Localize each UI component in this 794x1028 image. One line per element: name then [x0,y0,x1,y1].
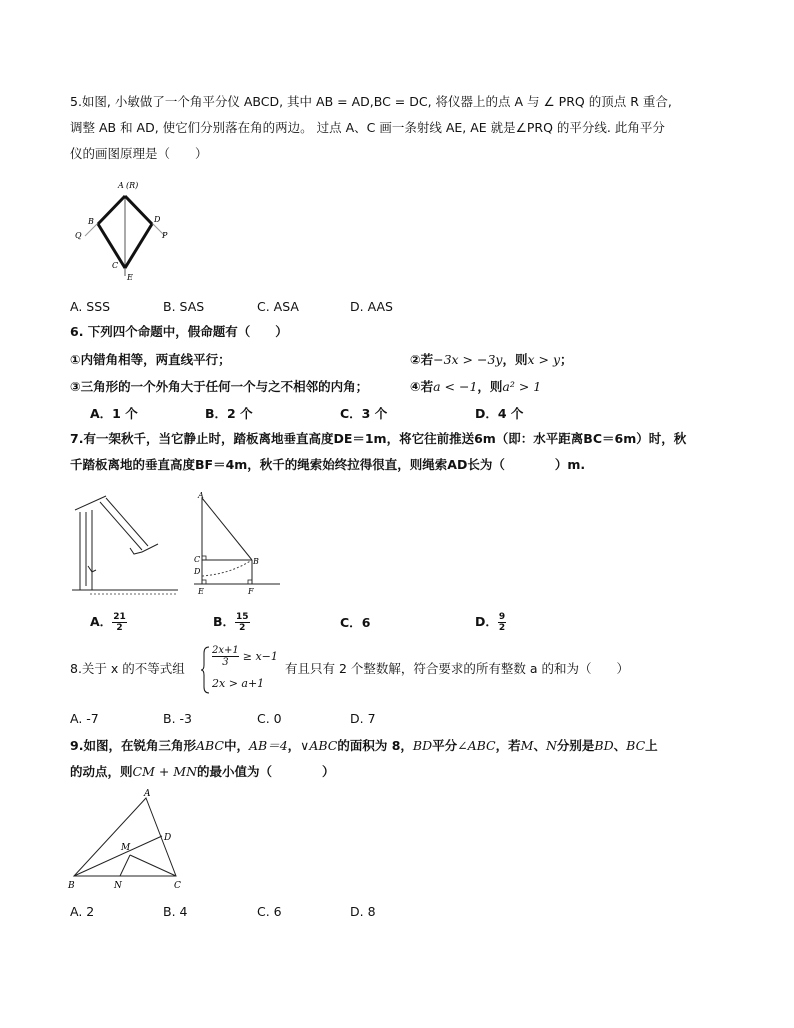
q9-label-a: A [144,789,151,799]
q8-ineq-1-rest: ≥ x−1 [242,650,278,663]
q5-label-b: B [88,217,94,226]
q5-figure-angle-bisector-instrument [70,176,190,288]
q8-ineq-1-num: 2x+1 [212,645,239,656]
q6-prop-4-math: a < −1 [433,379,478,394]
q9-l1-m1: ABC [195,738,224,753]
q9-label-b: B [68,881,75,891]
q6-stem: 6. 下列四个命题中，假命题有（ ） [70,324,288,339]
q5-option-c[interactable]: C. ASA [257,299,299,314]
q5-label-d: D [154,215,161,224]
q6-prop-4-pre: ④若 [410,379,434,394]
q5-line-3: 仪的画图原理是（ ） [70,146,208,161]
q7-option-b-num: 15 [236,612,249,622]
q9-label-d: D [164,833,172,843]
q9-l1-f: ，若 [495,738,521,753]
q9-l1-m3: ∨ABC [300,738,338,753]
q7-option-d-num: 9 [498,612,506,622]
q6-prop-3: ③三角形的一个外角大于任何一个与之不相邻的内角； [70,379,369,394]
q7-option-a-num: 21 [113,612,126,622]
q6-prop-4 [410,378,541,396]
q5-option-a[interactable]: A. SSS [70,299,111,314]
q9-l1-c: ， [287,738,301,753]
q7-label-c: C [194,555,201,564]
q6-prop-2-pre: ②若 [410,352,434,367]
q9-l1-i: 、 [613,738,627,753]
q9-label-n: N [114,881,122,891]
q9-l1-m7: N [545,738,557,753]
q6-prop-4-mid: ，则 [477,379,503,394]
q6-prop-4-math2: a² > 1 [502,379,542,394]
q6-option-d[interactable]: D．4 个 [475,406,524,421]
q6-prop-2-post: ； [560,352,573,367]
q5-label-a: A [118,181,124,190]
q7-label-b: B [253,557,259,566]
q5-option-d[interactable]: D. AAS [350,299,393,314]
q8-ineq-1-den: 3 [222,657,229,668]
q9-l1-m4: BD [412,738,433,753]
q7-option-b[interactable] [213,612,250,633]
q7-option-a[interactable] [90,612,127,633]
q7-option-a-den: 2 [116,623,123,633]
q9-l1-e: 平分 [432,738,458,753]
q9-option-c[interactable]: C. 6 [257,904,282,919]
q5-option-b[interactable]: B. SAS [163,299,205,314]
q9-l2-a: 的动点，则 [70,764,133,779]
q8-stem-pre: 8.关于 x 的不等式组 [70,661,185,676]
q6-prop-2 [410,351,573,369]
q9-label-c: C [174,881,181,891]
q7-option-b-den: 2 [239,623,246,633]
q8-option-d[interactable]: D. 7 [350,711,376,726]
q7-option-d-den: 2 [498,623,506,633]
q7-option-b-fraction [235,612,250,633]
q5-label-c: C [112,261,119,270]
q8-option-c[interactable]: C. 0 [257,711,282,726]
q7-label-e: E [198,587,204,596]
q9-line-1 [70,737,658,755]
q9-l1-d: 的面积为 8， [337,738,413,753]
q9-figure-triangle-abc [64,784,194,896]
q5-label-p: P [162,231,168,240]
q7-option-b-label: B． [213,614,236,629]
q9-l1-m8: BD [594,738,614,753]
q5-line-2: 调整 AB 和 AD, 使它们分别落在角的两边。 过点 A、C 画一条射线 AE, AE 就是∠PRQ 的平分线. 此角平分 [70,120,665,135]
q8-brace [200,645,210,695]
q7-option-d-fraction [498,612,506,633]
q6-option-a[interactable]: A．1 个 [90,406,138,421]
q9-l1-m9: BC [626,738,646,753]
q6-prop-1: ①内错角相等，两直线平行； [70,352,231,367]
q7-option-a-label: A． [90,614,113,629]
q8-option-a[interactable]: A. -7 [70,711,99,726]
q6-option-b[interactable]: B．2 个 [205,406,253,421]
q7-option-c-label: C． [340,615,362,630]
q7-line-2: 千踏板离地的垂直高度BF＝4m，秋千的绳索始终拉得很直，则绳索AD长为（ ）m. [70,457,586,472]
q8-ineq-1 [212,645,278,668]
q9-l2-m: CM + MN [132,764,198,779]
q5-label-q: Q [75,231,82,240]
q9-l1-j: 上 [645,738,658,753]
q7-option-a-fraction [112,612,127,633]
q5-label-r: (R) [126,181,139,190]
q9-line-2 [70,763,335,781]
q9-l2-b: 的最小值为（ ） [197,764,335,779]
q7-label-f: F [248,587,254,596]
q6-option-c[interactable]: C．3 个 [340,406,388,421]
q7-option-c-value: 6 [361,615,371,630]
q9-l1-b: 中， [223,738,249,753]
q7-label-a: A [198,491,204,500]
q6-prop-2-math2: x > y [527,352,561,367]
q8-inequality-system [200,645,280,695]
q9-l1-g: 、 [533,738,546,753]
q9-l1-h: 分别是 [556,738,595,753]
q7-figure-swing-geometry [190,488,290,598]
q9-option-d[interactable]: D. 8 [350,904,376,919]
q9-l1-m5: ∠ABC [457,738,496,753]
q8-ineq-2: 2x > a+1 [212,677,265,690]
q7-label-d: D [194,567,201,576]
q9-option-a[interactable]: A. 2 [70,904,95,919]
q9-option-b[interactable]: B. 4 [163,904,188,919]
q6-prop-2-math: −3x > −3y [433,352,503,367]
q9-l1-m2: AB＝4 [248,738,288,753]
q7-option-d[interactable] [475,612,506,633]
q5-line-1: 5.如图, 小敏做了一个角平分仪 ABCD, 其中 AB = AD,BC = DC, 将仪器上的点 A 与 ∠ PRQ 的顶点 R 重合, [70,94,672,109]
q7-option-c[interactable] [340,614,370,632]
q7-figure-swing-photo-sketch [70,490,180,596]
q9-l1-a: 9.如图，在锐角三角形 [70,738,196,753]
q5-label-e: E [127,273,133,282]
q8-option-b[interactable]: B. -3 [163,711,192,726]
q7-option-d-label: D． [475,614,498,629]
q9-label-m: M [121,843,131,853]
q7-line-1: 7.有一架秋千，当它静止时，踏板离地垂直高度DE＝1m，将它往前推送6m（即：水平距离BC＝6m）时，秋 [70,431,687,446]
q8-stem-post: 有且只有 2 个整数解，符合要求的所有整数 a 的和为（ ） [285,661,630,676]
q9-l1-m6: M [520,738,534,753]
q6-prop-2-mid: ，则 [502,352,528,367]
